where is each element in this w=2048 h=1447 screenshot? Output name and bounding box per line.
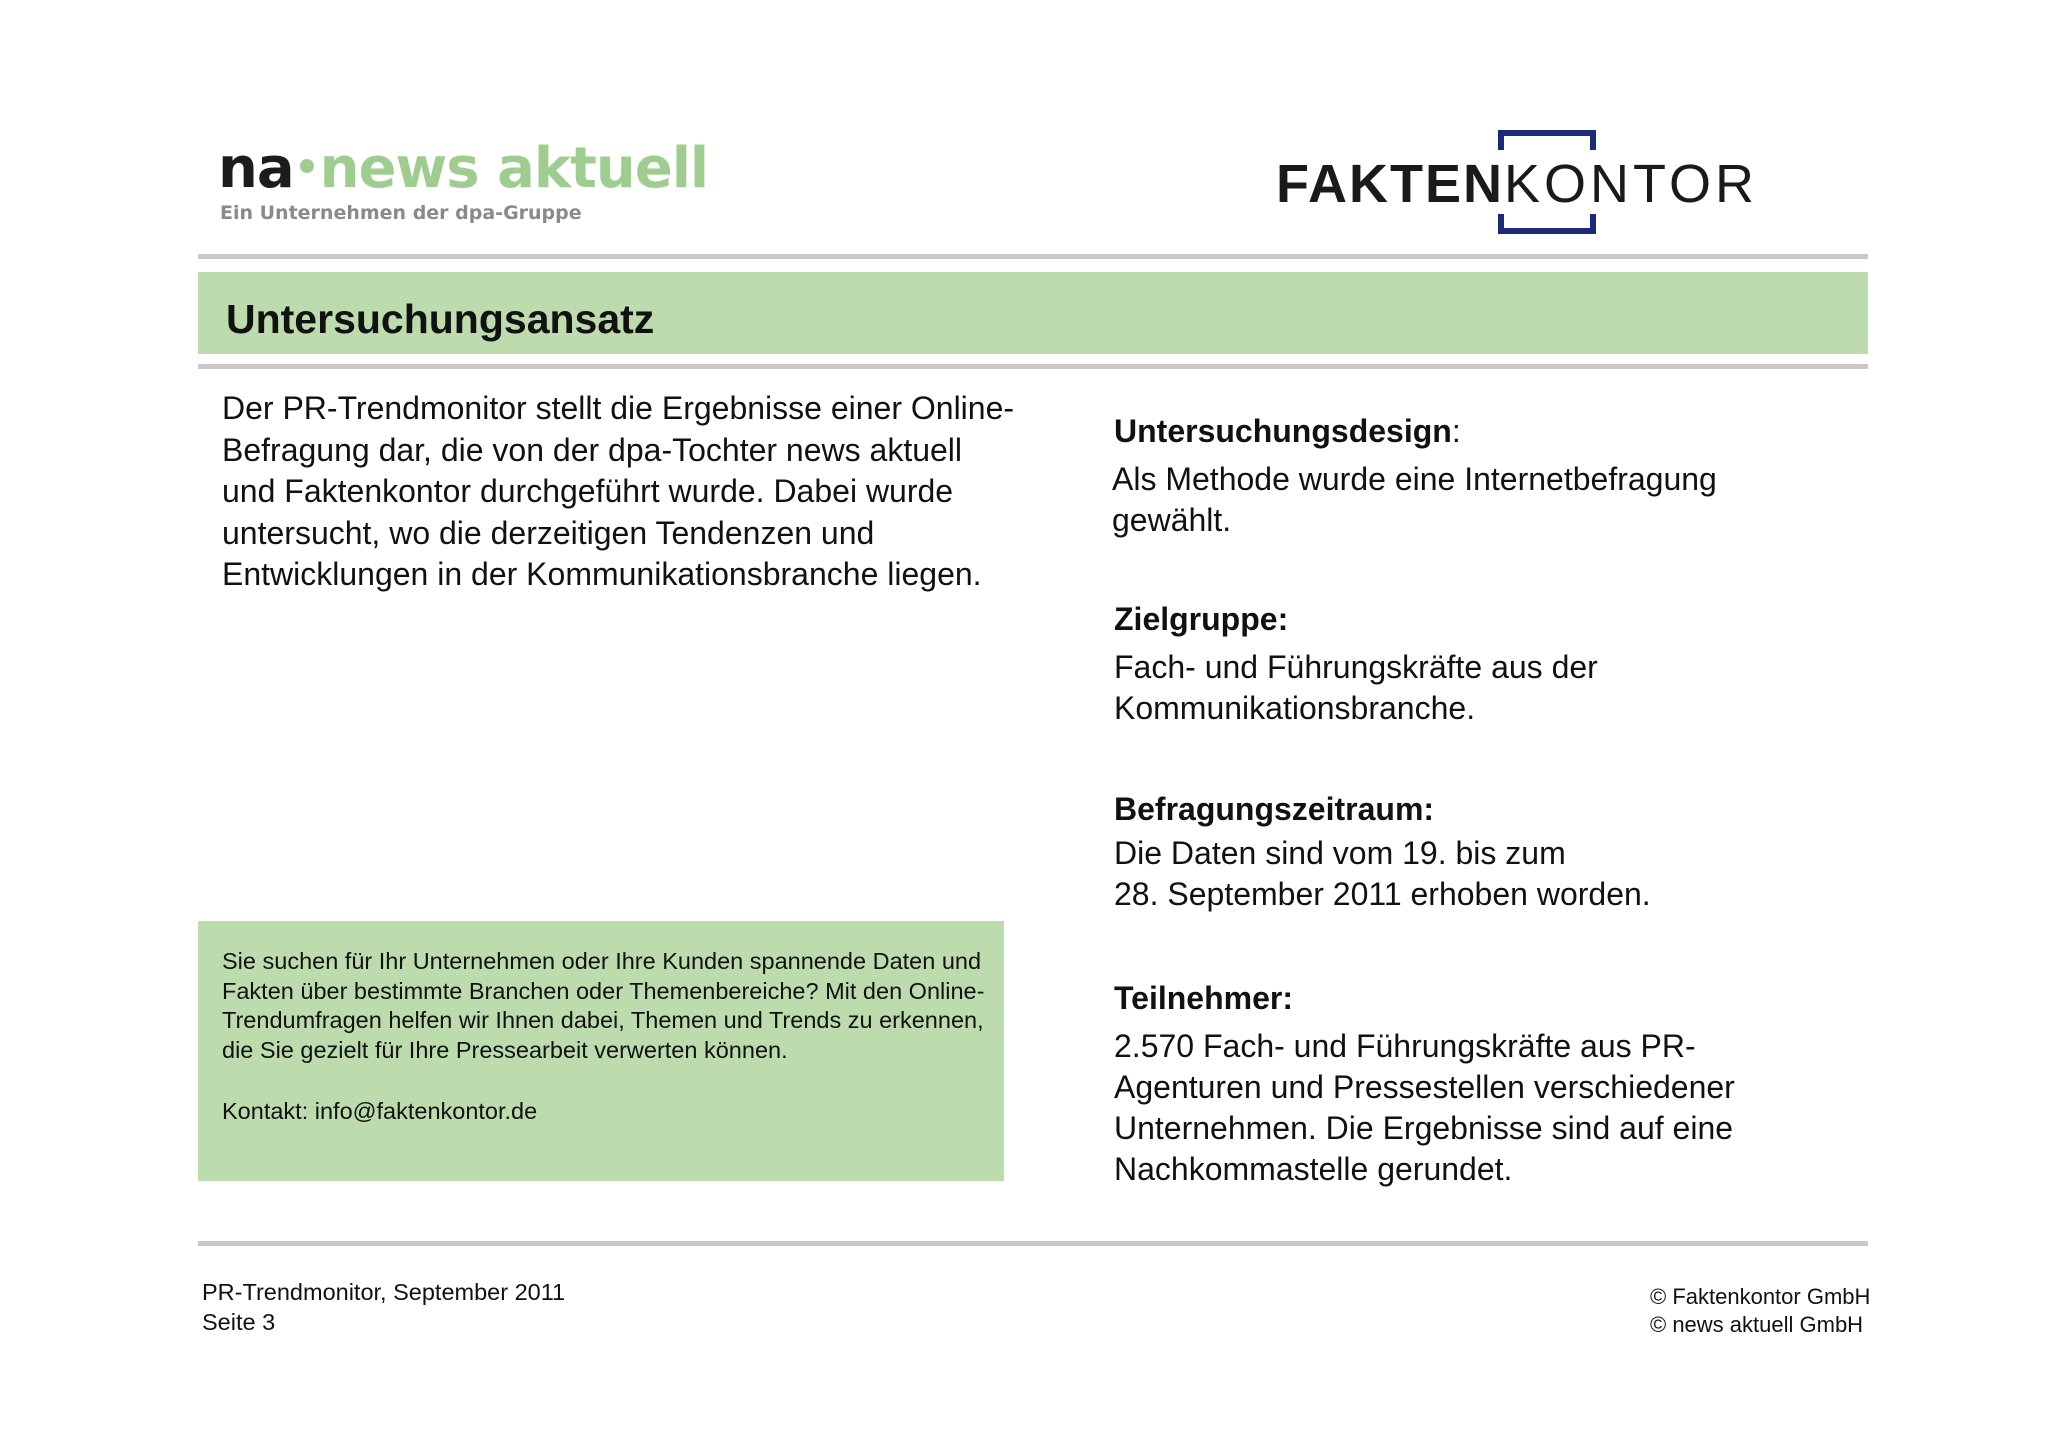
section-survey-period bbox=[1114, 789, 1834, 915]
section-design bbox=[1114, 411, 1834, 541]
section-survey-period-heading: Befragungszeitraum: bbox=[1114, 791, 1435, 827]
faktenkontor-logo-bold: FAKTEN bbox=[1276, 154, 1504, 214]
section-design-heading-colon: : bbox=[1451, 413, 1461, 449]
news-aktuell-wordmark bbox=[218, 138, 708, 200]
news-aktuell-logo-name: news aktuell bbox=[319, 136, 709, 201]
footer-right bbox=[1650, 1283, 1870, 1339]
info-box bbox=[198, 921, 1004, 1181]
section-survey-period-body bbox=[1114, 833, 1834, 915]
section-participants bbox=[1114, 978, 1834, 1190]
news-aktuell-logo bbox=[218, 136, 709, 238]
section-target-group bbox=[1114, 599, 1834, 729]
footer-copyright-news-aktuell: © news aktuell GmbH bbox=[1650, 1312, 1864, 1337]
section-target-group-body: Fach- und Führungskräfte aus der Kommunikationsbranche. bbox=[1114, 649, 1598, 726]
title-bar bbox=[198, 272, 1868, 354]
page-title: Untersuchungsansatz bbox=[226, 296, 655, 342]
info-box-text: Sie suchen für Ihr Unternehmen oder Ihre Kunden spannende Daten und Fakten über bestimmte Branchen oder Themenbereiche? Mit den Online-Trendumfragen helfen wir Ihnen dabei, Themen und Trends zu erkennen, die Sie gezielt für Ihre Pressearbeit verwerten können. bbox=[222, 948, 985, 1063]
info-box-contact: Kontakt: info@faktenkontor.de bbox=[222, 1098, 538, 1124]
news-aktuell-tagline: Ein Unternehmen der dpa-Gruppe bbox=[220, 202, 582, 224]
section-survey-period-line-1: Die Daten sind vom 19. bis zum bbox=[1114, 835, 1566, 871]
intro-paragraph: Der PR-Trendmonitor stellt die Ergebnisse einer Online-Befragung dar, die von der dpa-Tochter news aktuell und Faktenkontor durchgeführt wurde. Dabei wurde untersucht, wo die derzeitigen Tendenzen und Entwicklungen in der Kommunikationsbranche liegen. bbox=[222, 390, 1015, 592]
title-divider bbox=[198, 364, 1868, 369]
footer-report-name: PR-Trendmonitor, September 2011 bbox=[202, 1279, 566, 1305]
faktenkontor-wordmark bbox=[1276, 154, 1758, 214]
section-target-group-heading: Zielgruppe: bbox=[1114, 601, 1289, 637]
bottom-divider bbox=[198, 1241, 1868, 1246]
faktenkontor-logo-light: KONTOR bbox=[1504, 154, 1759, 214]
faktenkontor-logo bbox=[1276, 126, 1836, 244]
section-design-heading-text: Untersuchungsdesign bbox=[1114, 413, 1452, 449]
section-participants-body: 2.570 Fach- und Führungskräfte aus PR-Agenturen und Pressestellen verschiedener Unternehmen. Die Ergebnisse sind auf eine Nachkommastelle gerundet. bbox=[1114, 1028, 1735, 1187]
footer-left bbox=[202, 1277, 565, 1337]
footer-page-number: Seite 3 bbox=[202, 1309, 276, 1335]
news-aktuell-logo-prefix: na bbox=[218, 136, 294, 201]
section-design-heading bbox=[1114, 411, 1834, 451]
logo-dot-icon bbox=[300, 159, 314, 173]
top-divider bbox=[198, 254, 1868, 259]
section-survey-period-line-2: 28. September 2011 erhoben worden. bbox=[1114, 876, 1651, 912]
footer-copyright-faktenkontor: © Faktenkontor GmbH bbox=[1650, 1284, 1871, 1309]
section-participants-heading: Teilnehmer: bbox=[1114, 980, 1293, 1016]
section-design-body: Als Methode wurde eine Internetbefragung gewählt. bbox=[1112, 461, 1717, 538]
